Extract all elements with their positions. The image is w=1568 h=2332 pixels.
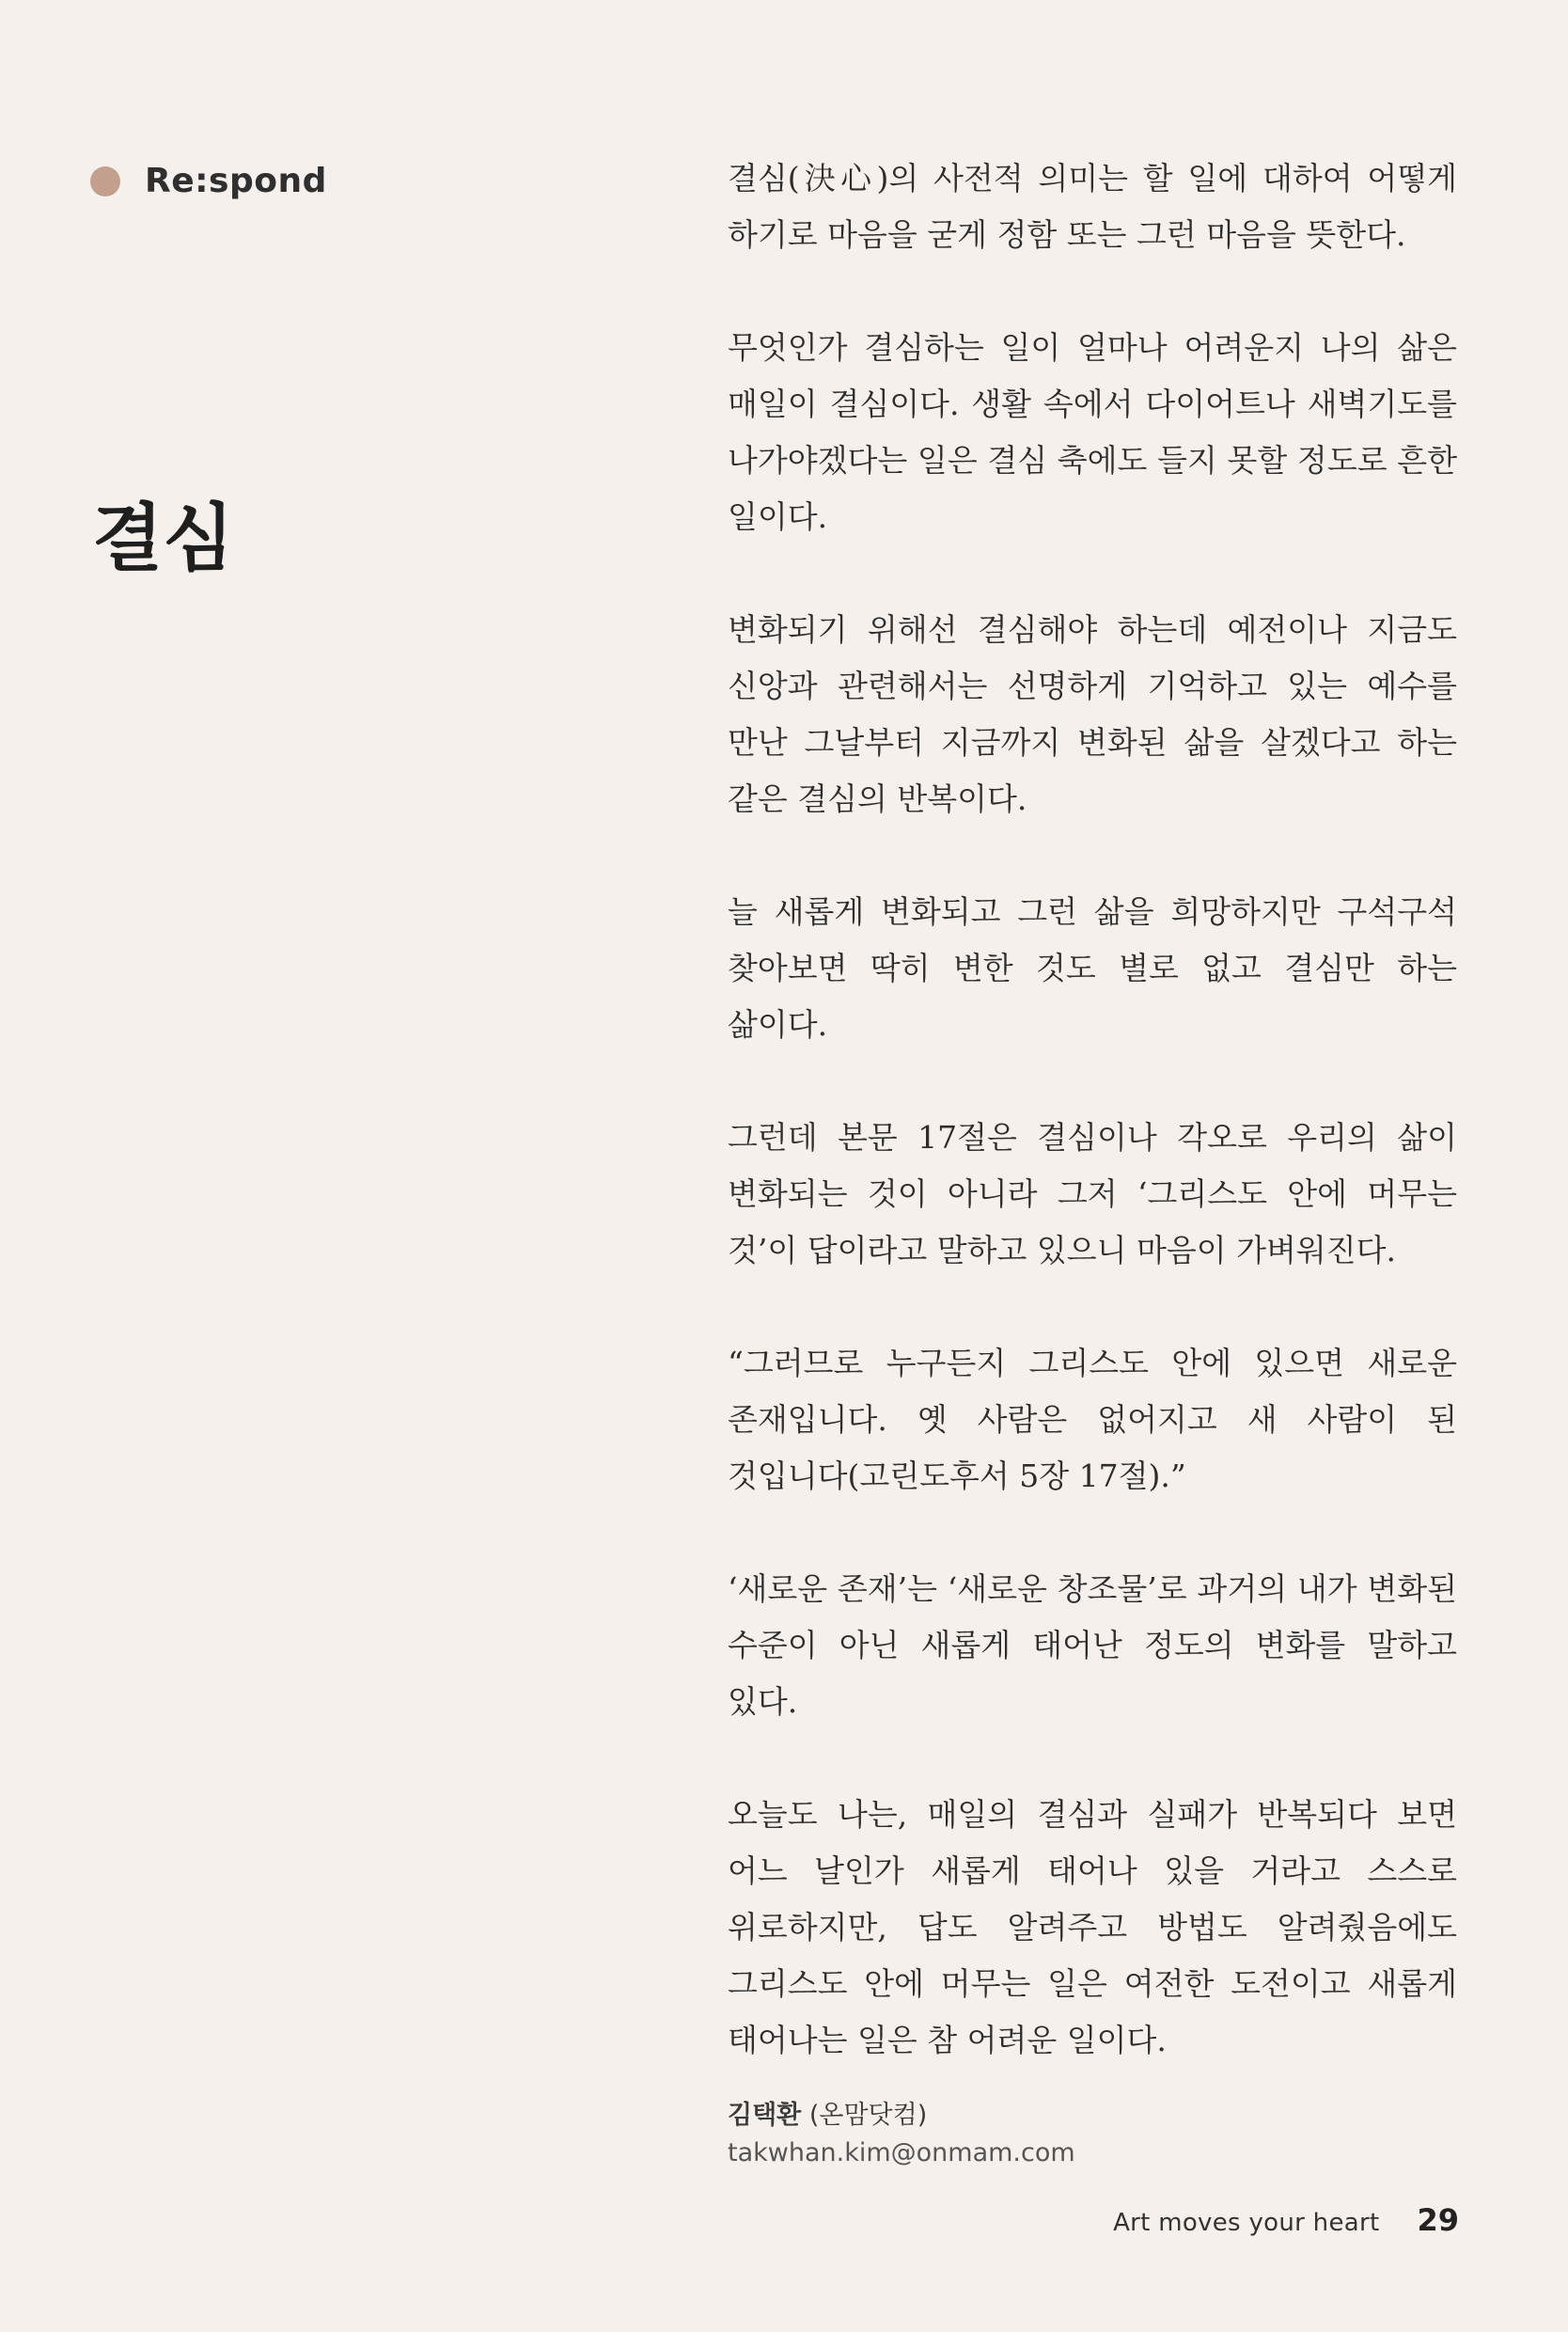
author-block xyxy=(728,2097,1075,2172)
paragraph: 늘 새롭게 변화되고 그런 삶을 희망하지만 구석구석 찾아보면 딱히 변한 것도 별로 없고 결심만 하는 삶이다. xyxy=(728,893,1457,1043)
author-line xyxy=(728,2097,1075,2135)
article-body xyxy=(728,150,1457,2069)
paragraph: 결심(決心)의 사전적 의미는 할 일에 대하여 어떻게 하기로 마음을 굳게 정함 또는 그런 마음을 뜻한다. xyxy=(728,160,1457,253)
section-marker xyxy=(90,162,327,200)
page-footer xyxy=(1113,2202,1459,2238)
paragraph: 오늘도 나는, 매일의 결심과 실패가 반복되다 보면 어느 날인가 새롭게 태어나 있을 거라고 스스로 위로하지만, 답도 알려주고 방법도 알려줬음에도 그리스도 안에 머무는 일은 여전한 도전이고 새롭게 태어나는 일은 참 어려운 일이다. xyxy=(728,1796,1457,2058)
paragraph: 무엇인가 결심하는 일이 얼마나 어려운지 나의 삶은 매일이 결심이다. 생활 속에서 다이어트나 새벽기도를 나가야겠다는 일은 결심 축에도 들지 못할 정도로 흔한 일이다. xyxy=(728,329,1457,535)
article-title: 결심 xyxy=(92,496,234,581)
author-email: takwhan.kim@onmam.com xyxy=(728,2138,1075,2167)
section-dot-icon xyxy=(90,166,120,197)
section-label: Re:spond xyxy=(145,162,327,200)
paragraph: ‘새로운 존재’는 ‘새로운 창조물’로 과거의 내가 변화된 수준이 아닌 새롭게 태어난 정도의 변화를 말하고 있다. xyxy=(728,1570,1457,1720)
footer-tagline: Art moves your heart xyxy=(1113,2209,1380,2237)
paragraph: 그런데 본문 17절은 결심이나 각오로 우리의 삶이 변화되는 것이 아니라 그저 ‘그리스도 안에 머무는 것’이 답이라고 말하고 있으니 마음이 가벼워진다. xyxy=(728,1119,1457,1268)
page-number: 29 xyxy=(1417,2202,1459,2238)
author-name: 김택환 xyxy=(728,2101,802,2130)
quote-paragraph: “그러므로 누구든지 그리스도 안에 있으면 새로운 존재입니다. 옛 사람은 없어지고 새 사람이 된 것입니다(고린도후서 5장 17절).” xyxy=(728,1345,1457,1494)
author-affiliation: (온맘닷컴) xyxy=(808,2101,928,2130)
paragraph: 변화되기 위해선 결심해야 하는데 예전이나 지금도 신앙과 관련해서는 선명하게 기억하고 있는 예수를 만난 그날부터 지금까지 변화된 삶을 살겠다고 하는 같은 결심의 반복이다. xyxy=(728,611,1457,817)
